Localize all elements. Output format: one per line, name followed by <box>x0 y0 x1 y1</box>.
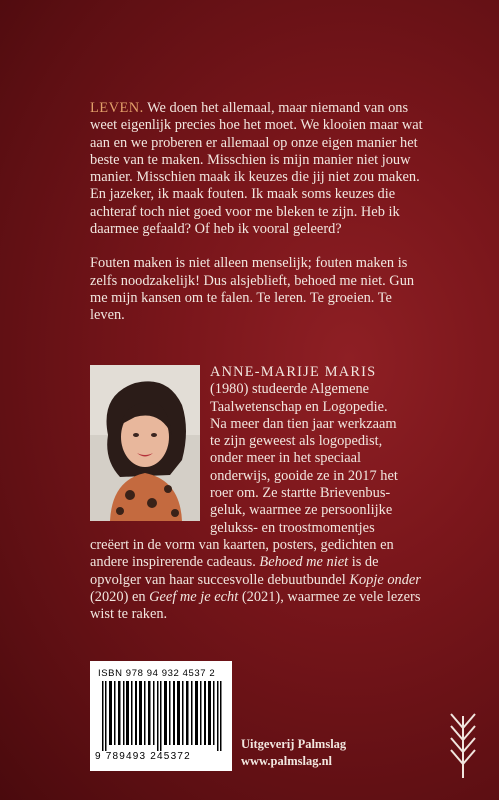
bio-line: onderwijs, gooide ze in 2017 het <box>210 467 398 484</box>
author-bio <box>90 364 428 623</box>
bio-line: onder meer in het speciaal <box>210 450 362 467</box>
bio-line: gelukss- en troostmomentjes <box>210 519 375 536</box>
bio-line: te zijn geweest als logopedist, <box>210 433 383 450</box>
bio-text: is de opvolger van haar succesvolle debuutbundel <box>90 554 379 588</box>
publisher-info <box>241 736 346 770</box>
barcode-icon <box>100 681 224 751</box>
ean-digits: 9 789493 245372 <box>95 751 191 762</box>
publisher-url: www.palmslag.nl <box>241 754 332 768</box>
bio-line: Taalwetenschap en Logopedie. <box>210 398 388 415</box>
blurb-paragraph-2: Fouten maken is niet alleen menselijk; fouten maken is zelfs noodzakelijk! Dus alsjeblieft, behoed me niet. Gun me mijn kansen om te falen. Te leren. Te groeien. Te leven. <box>90 255 415 324</box>
palm-logo-icon <box>446 710 480 780</box>
blurb-paragraph-1 <box>90 100 428 238</box>
bio-text: (2020) en <box>90 588 150 605</box>
bio-line: (1980) studeerde Algemene <box>210 381 370 398</box>
author-name: ANNE-MARIJE MARIS <box>210 364 377 380</box>
blurb-paragraph-1-text: We doen het allemaal, maar niemand van ons weet eigenlijk precies hoe het moet. We klooien maar wat aan en we proberen er allemaal op onze eigen manier het beste van te maken. Misschien is mijn manier niet jouw manier. Misschien maak ik keuzes die jij niet zou maken. En jazeker, ik maak fouten. Ik maak soms keuzes die achteraf toch niet goed voor me bleken te zijn. Heb ik daarmee gefaald? Of heb ik vooral geleerd? <box>90 100 423 238</box>
publisher-name: Uitgeverij Palmslag <box>241 737 347 751</box>
book-title: Geef me je echt <box>149 588 239 605</box>
isbn-barcode <box>90 661 232 771</box>
isbn-label: ISBN 978 94 932 4537 2 <box>98 668 216 679</box>
bio-paragraph-rest <box>90 537 428 623</box>
bio-line: geluk, waarmee ze persoonlijke <box>210 502 393 519</box>
bio-line: Na meer dan tien jaar werkzaam <box>210 415 397 432</box>
bio-text: creëert in de vorm van kaarten, posters, gedichten en andere inspirerende cadeaus. <box>90 536 394 571</box>
bio-line: roer om. Ze startte Brievenbus- <box>210 485 391 502</box>
book-title: Behoed me niet <box>259 554 349 571</box>
book-title: Kopje onder <box>349 571 421 588</box>
bio-name <box>90 364 428 381</box>
bio-text: (2021), waarmee ze vele lezers wist te raken. <box>90 588 421 623</box>
back-cover-blurb <box>90 100 428 342</box>
blurb-lead-word: LEVEN. <box>90 100 144 116</box>
